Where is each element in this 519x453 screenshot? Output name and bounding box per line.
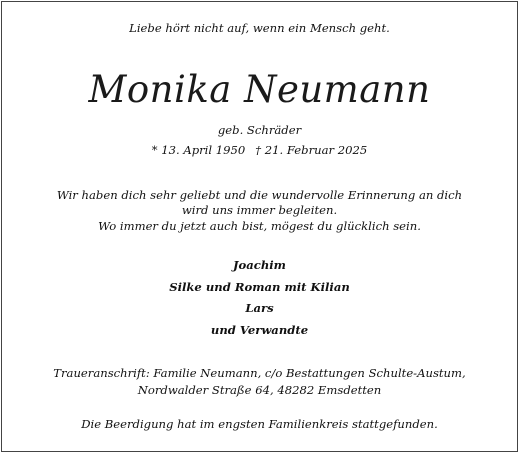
text-line-3: Wo immer du jetzt auch bist, mögest du glücklich sein. [98, 219, 421, 233]
mourner-1: Joachim [233, 258, 286, 272]
birth-date: * 13. April 1950 [151, 143, 246, 157]
closing-note: Die Beerdigung hat im engsten Familienkreis stattgefunden. [81, 417, 438, 431]
death-date: † 21. Februar 2025 [255, 143, 368, 157]
mourner-4: und Verwandte [210, 323, 309, 337]
motto: Liebe hört nicht auf, wenn ein Mensch geht. [129, 21, 390, 35]
address-line-2: Nordwalder Straße 64, 48282 Emsdetten [137, 383, 382, 397]
mourner-2: Silke und Roman mit Kilian [169, 280, 350, 294]
text-line-2: wird uns immer begleiten. [181, 203, 338, 217]
mourner-3: Lars [245, 301, 274, 315]
address-line-1: Traueranschrift: Familie Neumann, c/o Bestattungen Schulte-Austum, [53, 366, 466, 380]
birth-name: geb. Schräder [217, 123, 302, 137]
deceased-name: Monika Neumann [88, 68, 431, 111]
text-line-1: Wir haben dich sehr geliebt und die wundervolle Erinnerung an dich [56, 188, 463, 202]
life-dates [0, 143, 519, 158]
